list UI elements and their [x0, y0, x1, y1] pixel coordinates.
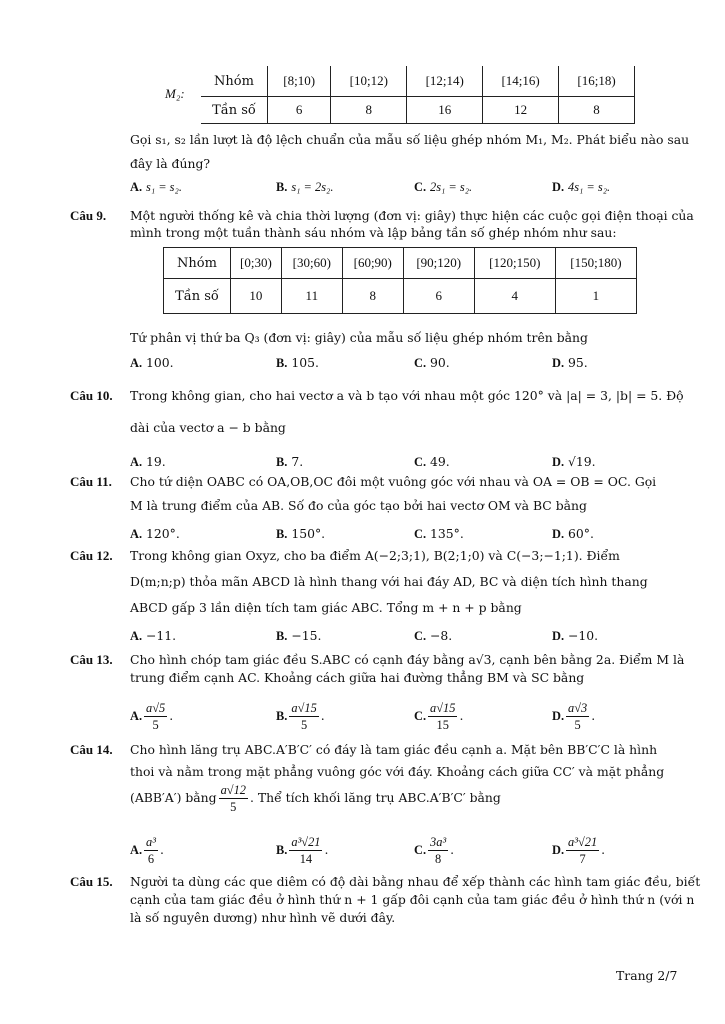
q15-text-line2: cạnh của tam giác đều ở hình thứ n + 1 gấp đôi cạnh của tam giác đều ở hình thứ n (với n — [130, 892, 695, 907]
m2-group-row — [201, 66, 635, 97]
q9-row-label-group: Nhóm — [164, 248, 231, 279]
q8-text-line1: Gọi s₁, s₂ lần lượt là độ lệch chuẩn của mẫu số liệu ghép nhóm M₁, M₂. Phát biểu nào sau — [130, 132, 690, 147]
q14-text-line2: thoi và nằm trong mặt phẳng vuông góc với đáy. Khoảng cách giữa CC′ và mặt phẳng — [130, 764, 665, 779]
q9-row-label-freq: Tần số — [164, 279, 231, 314]
q9-freq-cell: 8 — [342, 279, 403, 314]
q12-text-line3: ABCD gấp 3 lần diện tích tam giác ABC. Tổng m + n + p bằng — [130, 600, 522, 615]
q9-option-d: D. 95. — [552, 355, 588, 370]
m2-row-label-group: Nhóm — [201, 66, 268, 97]
m2-group-cell: [12;14) — [407, 66, 483, 97]
q10-text-line1: Trong không gian, cho hai vectơ a và b tạo với nhau một góc 120° và |a| = 3, |b| = 5. Độ — [130, 388, 684, 403]
q9-group-cell: [60;90) — [342, 248, 403, 279]
q9-label: Câu 9. — [70, 208, 107, 223]
q13-option-c: C. $\frac{a√15}{15}$ . — [414, 701, 464, 732]
q9-group-cell: [30;60) — [281, 248, 342, 279]
m2-freq-row — [201, 97, 635, 124]
q12-option-d: D. −10. — [552, 628, 599, 643]
m2-freq-cell: 8 — [559, 97, 635, 124]
m2-group-cell: [10;12) — [331, 66, 407, 97]
m2-group-cell: [14;16) — [483, 66, 559, 97]
q14-option-d: D. $\frac{\text{a³√21}}{7}$ . — [552, 835, 606, 866]
q8-option-d: D. 4s₁ = s₂. — [552, 180, 611, 194]
q9-text-line2: mình trong một tuần thành sáu nhóm và lập bảng tần số ghép nhóm như sau: — [130, 225, 617, 240]
q15-text-line1: Người ta dùng các que diêm có độ dài bằng nhau để xếp thành các hình tam giác đều, biết — [130, 874, 701, 889]
q9-group-cell: [120;150) — [474, 248, 555, 279]
q14-text-line1: Cho hình lăng trụ ABC.A′B′C′ có đáy là tam giác đều cạnh a. Mặt bên BB′C′C là hình — [130, 742, 658, 757]
m2-frequency-table — [201, 66, 635, 124]
q12-text-line2: D(m;n;p) thỏa mãn ABCD là hình thang với hai đáy AD, BC và diện tích hình thang — [130, 574, 648, 589]
q9-freq-cell: 6 — [403, 279, 474, 314]
q9-option-b: B. 105. — [276, 355, 319, 370]
page-number: Trang 2/7 — [616, 968, 678, 983]
q9-group-row — [164, 248, 637, 279]
m2-label: M₂: — [165, 86, 185, 101]
q10-option-d: D. √19. — [552, 454, 596, 469]
m2-group-cell: [8;10) — [268, 66, 331, 97]
q14-option-c: C. $\frac{\text{3a³}}{8}$ . — [414, 835, 455, 866]
m2-group-cell: [16;18) — [559, 66, 635, 97]
m2-freq-cell: 12 — [483, 97, 559, 124]
m2-freq-cell: 6 — [268, 97, 331, 124]
q10-label: Câu 10. — [70, 388, 113, 403]
q12-option-b: B. −15. — [276, 628, 322, 643]
q10-option-c: C. 49. — [414, 454, 450, 469]
q11-option-d: D. 60°. — [552, 526, 594, 541]
q15-label: Câu 15. — [70, 874, 113, 889]
q14-option-b: B. $\frac{\text{a³√21}}{14}$ . — [276, 835, 329, 866]
q9-freq-cell: 10 — [231, 279, 282, 314]
m2-row-label-freq: Tần số — [201, 97, 268, 124]
q13-label: Câu 13. — [70, 652, 113, 667]
q11-label: Câu 11. — [70, 474, 112, 489]
q9-option-c: C. 90. — [414, 355, 450, 370]
q11-option-b: B. 150°. — [276, 526, 326, 541]
q14-text-line3: (ABB′A′) bằng $\frac{a√12}{5}$ . Thể tích khối lăng trụ ABC.A′B′C′ bằng — [130, 783, 501, 814]
q9-group-cell: [90;120) — [403, 248, 474, 279]
q8-option-a: A. s₁ = s₂. — [130, 180, 182, 194]
q9-group-cell: [150;180) — [555, 248, 636, 279]
q9-question: Tứ phân vị thứ ba Q₃ (đơn vị: giây) của mẫu số liệu ghép nhóm trên bằng — [130, 330, 588, 345]
q9-freq-cell: 1 — [555, 279, 636, 314]
q15-text-line3: là số nguyên dương) như hình vẽ dưới đây. — [130, 910, 396, 925]
q13-option-d: D. $\frac{a√3}{5}$ . — [552, 701, 596, 732]
q9-frequency-table — [163, 247, 637, 314]
q14-option-a: A. $\frac{\text{a³}}{6}$ . — [130, 835, 164, 866]
q11-text-line1: Cho tứ diện OABC có OA,OB,OC đôi một vuông góc với nhau và OA = OB = OC. Gọi — [130, 474, 657, 489]
q9-freq-cell: 4 — [474, 279, 555, 314]
q12-label: Câu 12. — [70, 548, 113, 563]
q12-text-line1: Trong không gian Oxyz, cho ba điểm A(−2;3;1), B(2;1;0) và C(−3;−1;1). Điểm — [130, 548, 620, 563]
q11-option-a: A. 120°. — [130, 526, 180, 541]
q13-text-line1: Cho hình chóp tam giác đều S.ABC có cạnh đáy bằng a√3, cạnh bên bằng 2a. Điểm M là — [130, 652, 685, 667]
q8-option-c: C. 2s₁ = s₂. — [414, 180, 473, 194]
q13-text-line2: trung điểm cạnh AC. Khoảng cách giữa hai đường thẳng BM và SC bằng — [130, 670, 585, 685]
q11-option-c: C. 135°. — [414, 526, 464, 541]
q9-text-line1: Một người thống kê và chia thời lượng (đơn vị: giây) thực hiện các cuộc gọi điện thoại của — [130, 208, 694, 223]
q9-freq-cell: 11 — [281, 279, 342, 314]
q9-freq-row — [164, 279, 637, 314]
q8-option-b: B. s₁ = 2s₂. — [276, 180, 334, 194]
q14-label: Câu 14. — [70, 742, 113, 757]
m2-freq-cell: 8 — [331, 97, 407, 124]
q13-option-b: B. $\frac{a√15}{5}$ . — [276, 701, 325, 732]
m2-freq-cell: 16 — [407, 97, 483, 124]
q13-option-a: A. $\frac{a√5}{5}$ . — [130, 701, 174, 732]
q8-text-line2: đây là đúng? — [130, 156, 211, 171]
q12-option-a: A. −11. — [130, 628, 177, 643]
q12-option-c: C. −8. — [414, 628, 453, 643]
q10-option-a: A. 19. — [130, 454, 166, 469]
q11-text-line2: M là trung điểm của AB. Số đo của góc tạo bởi hai vectơ OM và BC bằng — [130, 498, 587, 513]
q10-text-line2: dài của vectơ a − b bằng — [130, 420, 286, 435]
q9-group-cell: [0;30) — [231, 248, 282, 279]
q9-option-a: A. 100. — [130, 355, 174, 370]
q10-option-b: B. 7. — [276, 454, 304, 469]
